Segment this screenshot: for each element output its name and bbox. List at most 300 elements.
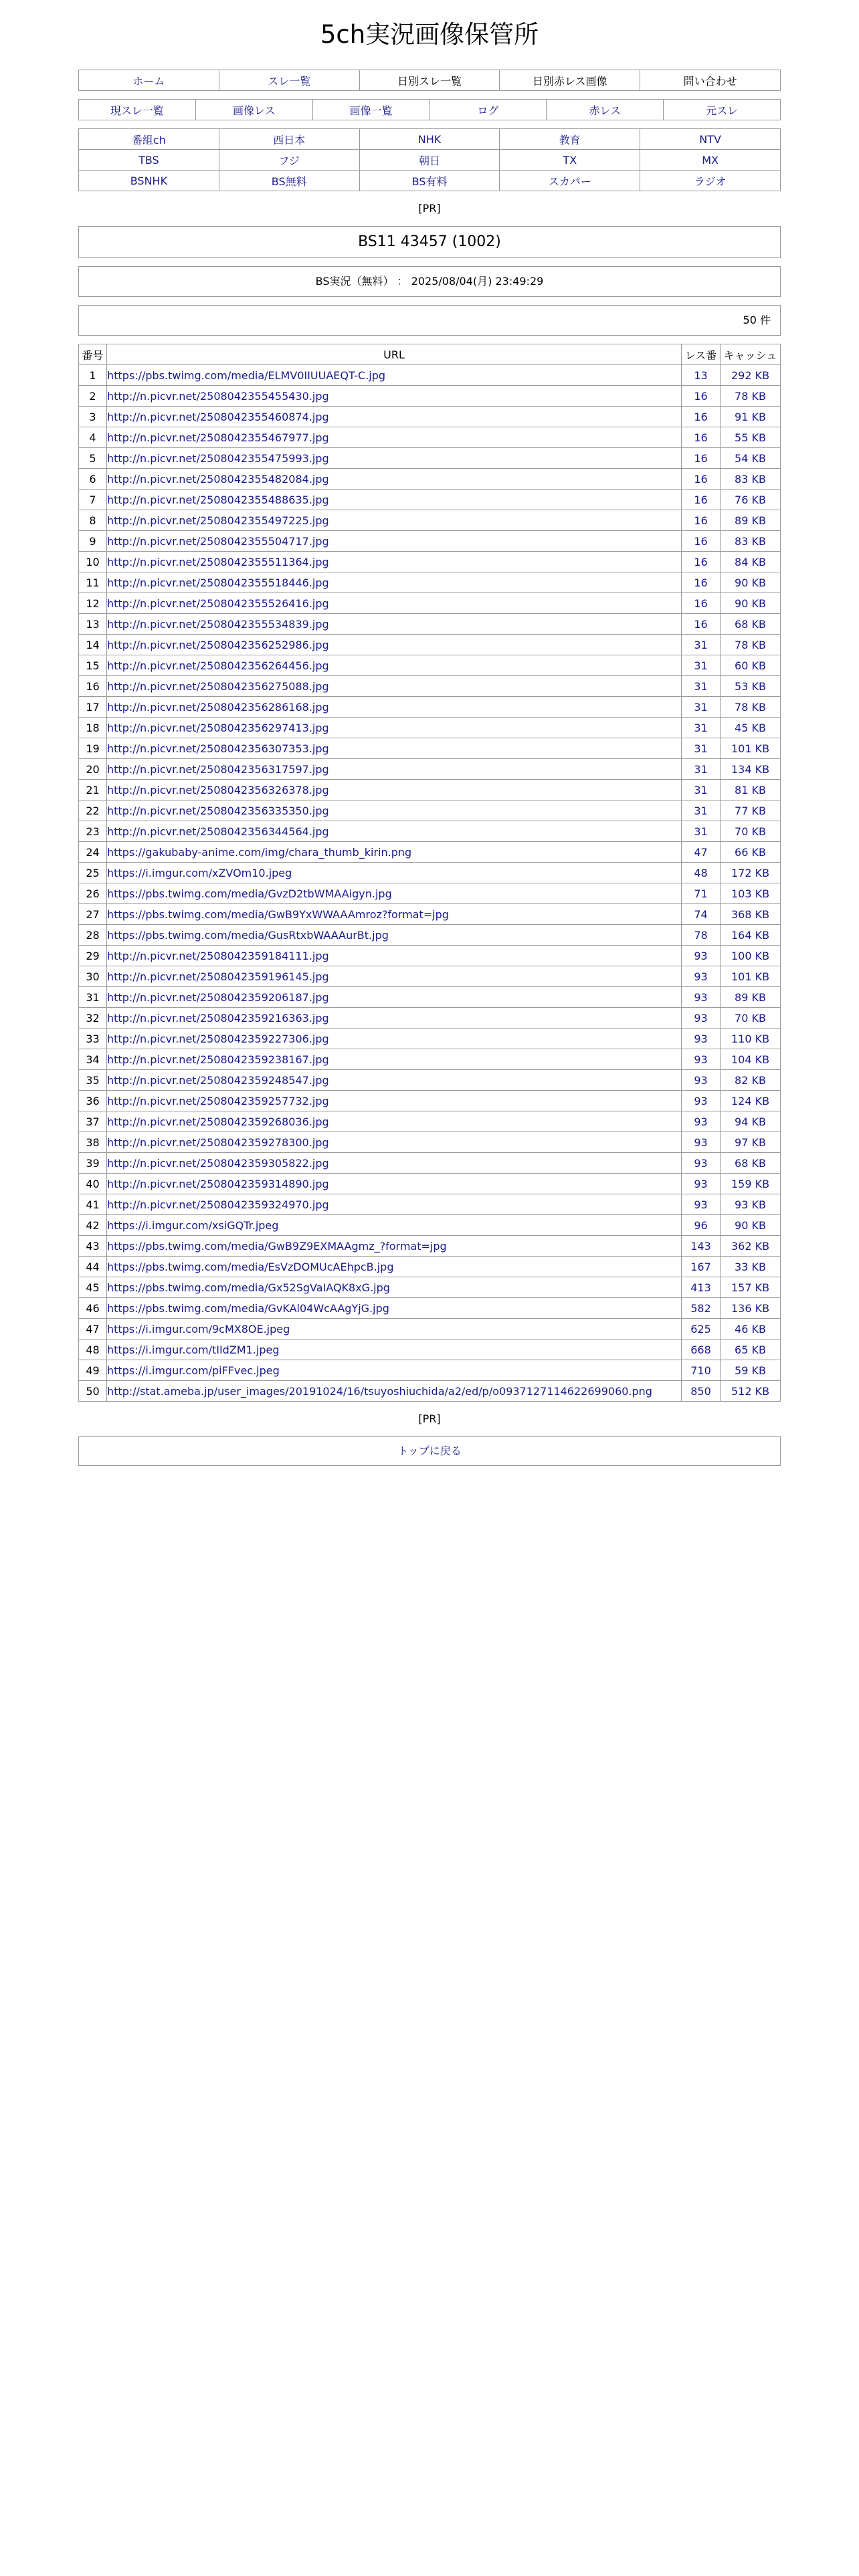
- channel-link[interactable]: 朝日: [418, 154, 440, 167]
- main-nav-cell: [79, 70, 219, 91]
- cache-link[interactable]: 46 KB: [735, 1322, 766, 1335]
- res-number-link[interactable]: 16: [694, 597, 708, 610]
- back-to-top-link[interactable]: トップに戻る: [397, 1444, 462, 1457]
- res-number-link[interactable]: 668: [690, 1343, 711, 1356]
- thread-nav-cell: [430, 100, 547, 120]
- site-title: 5ch実況画像保管所: [320, 20, 539, 49]
- cache-link[interactable]: 292 KB: [731, 368, 770, 382]
- cache-link[interactable]: 66 KB: [735, 845, 766, 859]
- cache-link[interactable]: 91 KB: [735, 410, 766, 423]
- image-url-link[interactable]: http://n.picvr.net/2508042355488635.jpg: [107, 493, 329, 506]
- row-number: 10: [79, 552, 107, 572]
- row-url-cell: [107, 531, 682, 552]
- channel-link[interactable]: 教育: [559, 133, 581, 146]
- image-url-link[interactable]: http://n.picvr.net/2508042355467977.jpg: [107, 431, 329, 444]
- row-number: 20: [79, 759, 107, 780]
- table-row: [79, 614, 781, 635]
- cache-link[interactable]: 368 KB: [731, 907, 770, 921]
- thread-nav-link[interactable]: 現スレ一覧: [110, 104, 164, 117]
- res-number-link[interactable]: 167: [690, 1260, 711, 1273]
- res-number-link[interactable]: 582: [690, 1301, 711, 1315]
- row-url-cell: [107, 1381, 682, 1402]
- row-res-cell: [682, 759, 721, 780]
- cache-link[interactable]: 78 KB: [735, 700, 766, 714]
- row-res-cell: [682, 1091, 721, 1111]
- cache-link[interactable]: 101 KB: [731, 742, 770, 755]
- res-number-link[interactable]: 16: [694, 410, 708, 423]
- thread-nav-link[interactable]: 元スレ: [706, 104, 739, 117]
- res-number-link[interactable]: 16: [694, 493, 708, 506]
- cache-link[interactable]: 101 KB: [731, 970, 770, 983]
- row-url-cell: [107, 490, 682, 510]
- res-number-link[interactable]: 93: [694, 1053, 708, 1066]
- res-number-link[interactable]: 93: [694, 1156, 708, 1170]
- cache-link[interactable]: 76 KB: [735, 493, 766, 506]
- thread-meta: BS実況（無料） ： 2025/08/04(月) 23:49:29: [78, 266, 781, 297]
- image-url-link[interactable]: https://pbs.twimg.com/media/GwB9YxWWAAAmroz?format=jpg: [107, 907, 449, 921]
- res-number-link[interactable]: 31: [694, 762, 708, 776]
- cache-link[interactable]: 77 KB: [735, 804, 766, 817]
- image-url-link[interactable]: https://i.imgur.com/tIIdZM1.jpeg: [107, 1343, 280, 1356]
- res-number-link[interactable]: 31: [694, 638, 708, 651]
- main-nav-link[interactable]: スレ一覧: [268, 74, 311, 88]
- image-url-link[interactable]: http://n.picvr.net/2508042359278300.jpg: [107, 1136, 329, 1149]
- result-count: 50 件: [78, 305, 781, 336]
- res-number-link[interactable]: 31: [694, 700, 708, 714]
- res-number-link[interactable]: 16: [694, 576, 708, 589]
- row-cache-cell: [721, 1132, 781, 1153]
- res-number-link[interactable]: 31: [694, 783, 708, 796]
- row-cache-cell: [721, 738, 781, 759]
- res-number-link[interactable]: 16: [694, 555, 708, 568]
- res-number-link[interactable]: 93: [694, 1011, 708, 1025]
- cache-link[interactable]: 84 KB: [735, 555, 766, 568]
- image-url-link[interactable]: http://n.picvr.net/2508042355482084.jpg: [107, 472, 329, 486]
- thread-nav-link[interactable]: 赤レス: [589, 104, 621, 117]
- res-number-link[interactable]: 93: [694, 1094, 708, 1107]
- cache-link[interactable]: 54 KB: [735, 451, 766, 465]
- cache-link[interactable]: 68 KB: [735, 1156, 766, 1170]
- res-number-link[interactable]: 143: [690, 1239, 711, 1253]
- row-res-cell: [682, 655, 721, 676]
- channel-link[interactable]: ラジオ: [694, 175, 727, 188]
- channel-cell: [219, 150, 359, 171]
- table-row: [79, 883, 781, 904]
- row-cache-cell: [721, 614, 781, 635]
- res-number-link[interactable]: 93: [694, 949, 708, 962]
- pr-label-top: [PR]: [418, 202, 441, 215]
- cache-link[interactable]: 83 KB: [735, 472, 766, 486]
- image-url-link[interactable]: http://n.picvr.net/2508042356297413.jpg: [107, 721, 329, 734]
- row-number: 23: [79, 821, 107, 842]
- res-number-link[interactable]: 16: [694, 389, 708, 403]
- row-res-cell: [682, 1194, 721, 1215]
- res-number-link[interactable]: 93: [694, 990, 708, 1004]
- image-url-link[interactable]: http://n.picvr.net/2508042355534839.jpg: [107, 617, 329, 631]
- row-url-cell: [107, 365, 682, 386]
- row-cache-cell: [721, 1339, 781, 1360]
- cache-link[interactable]: 89 KB: [735, 990, 766, 1004]
- table-row: [79, 966, 781, 987]
- table-row: [79, 593, 781, 614]
- image-url-link[interactable]: https://i.imgur.com/9cMX8OE.jpeg: [107, 1322, 290, 1335]
- cache-link[interactable]: 90 KB: [735, 597, 766, 610]
- image-url-link[interactable]: http://n.picvr.net/2508042355504717.jpg: [107, 534, 329, 548]
- cache-link[interactable]: 157 KB: [731, 1281, 770, 1294]
- image-url-link[interactable]: http://n.picvr.net/2508042356317597.jpg: [107, 762, 329, 776]
- row-number: 14: [79, 635, 107, 655]
- back-to-top-box: [78, 1436, 781, 1466]
- main-nav: [78, 70, 781, 91]
- image-url-link[interactable]: http://n.picvr.net/2508042359305822.jpg: [107, 1156, 329, 1170]
- cache-link[interactable]: 68 KB: [735, 617, 766, 631]
- channel-link[interactable]: NTV: [699, 132, 721, 146]
- res-number-link[interactable]: 710: [690, 1364, 711, 1377]
- image-url-link[interactable]: http://n.picvr.net/2508042355511364.jpg: [107, 555, 329, 568]
- row-url-cell: [107, 1111, 682, 1132]
- image-url-link[interactable]: https://pbs.twimg.com/media/EsVzDOMUcAEhpcB.jpg: [107, 1260, 394, 1273]
- res-number-link[interactable]: 31: [694, 742, 708, 755]
- table-row: [79, 1319, 781, 1339]
- channel-link[interactable]: スカパー: [548, 175, 591, 188]
- res-number-link[interactable]: 93: [694, 1177, 708, 1190]
- row-url-cell: [107, 635, 682, 655]
- row-cache-cell: [721, 1029, 781, 1049]
- cache-link[interactable]: 82 KB: [735, 1073, 766, 1087]
- res-number-link[interactable]: 93: [694, 1115, 708, 1128]
- row-cache-cell: [721, 780, 781, 800]
- row-url-cell: [107, 987, 682, 1008]
- thread-nav-link[interactable]: 画像レス: [232, 104, 276, 117]
- image-url-link[interactable]: http://n.picvr.net/2508042356286168.jpg: [107, 700, 329, 714]
- channel-link[interactable]: NHK: [417, 132, 442, 146]
- image-url-link[interactable]: http://n.picvr.net/2508042355497225.jpg: [107, 514, 329, 527]
- image-url-link[interactable]: http://n.picvr.net/2508042359314890.jpg: [107, 1177, 329, 1190]
- channel-link[interactable]: 西日本: [273, 133, 306, 146]
- image-url-link[interactable]: http://n.picvr.net/2508042356252986.jpg: [107, 638, 329, 651]
- row-url-cell: [107, 1298, 682, 1319]
- thread-title: BS11 43457 (1002): [78, 226, 781, 258]
- thread-nav-cell: [547, 100, 664, 120]
- channel-cell: [79, 129, 219, 150]
- res-number-link[interactable]: 16: [694, 514, 708, 527]
- cache-link[interactable]: 134 KB: [731, 762, 770, 776]
- channel-cell: [640, 171, 781, 191]
- cache-link[interactable]: 90 KB: [735, 1218, 766, 1232]
- row-number: 38: [79, 1132, 107, 1153]
- row-number: 47: [79, 1319, 107, 1339]
- image-url-link[interactable]: http://n.picvr.net/2508042356335350.jpg: [107, 804, 329, 817]
- cache-link[interactable]: 110 KB: [731, 1032, 770, 1045]
- row-res-cell: [682, 842, 721, 863]
- cache-link[interactable]: 89 KB: [735, 514, 766, 527]
- row-cache-cell: [721, 510, 781, 531]
- row-cache-cell: [721, 676, 781, 697]
- channel-link[interactable]: フジ: [278, 154, 300, 167]
- row-res-cell: [682, 1174, 721, 1194]
- row-number: 12: [79, 593, 107, 614]
- res-number-link[interactable]: 93: [694, 1136, 708, 1149]
- res-number-link[interactable]: 13: [694, 368, 708, 382]
- row-res-cell: [682, 780, 721, 800]
- cache-link[interactable]: 53 KB: [735, 679, 766, 693]
- cache-link[interactable]: 159 KB: [731, 1177, 770, 1190]
- table-row: [79, 1008, 781, 1029]
- res-number-link[interactable]: 93: [694, 1198, 708, 1211]
- image-url-link[interactable]: http://n.picvr.net/2508042355455430.jpg: [107, 389, 329, 403]
- row-number: 22: [79, 800, 107, 821]
- res-number-link[interactable]: 16: [694, 451, 708, 465]
- row-number: 37: [79, 1111, 107, 1132]
- res-number-link[interactable]: 31: [694, 825, 708, 838]
- res-number-link[interactable]: 74: [694, 907, 708, 921]
- res-number-link[interactable]: 96: [694, 1218, 708, 1232]
- cache-link[interactable]: 362 KB: [731, 1239, 770, 1253]
- channel-row: [79, 171, 781, 191]
- row-url-cell: [107, 469, 682, 490]
- channel-row: [79, 150, 781, 171]
- image-url-link[interactable]: https://pbs.twimg.com/media/ELMV0IIUUAEQT-C.jpg: [107, 368, 386, 382]
- channel-link[interactable]: TX: [563, 153, 577, 167]
- table-row: [79, 759, 781, 780]
- table-row: [79, 925, 781, 946]
- res-number-link[interactable]: 31: [694, 721, 708, 734]
- cache-link[interactable]: 78 KB: [735, 638, 766, 651]
- row-cache-cell: [721, 1360, 781, 1381]
- table-row: [79, 987, 781, 1008]
- row-res-cell: [682, 593, 721, 614]
- cache-link[interactable]: 90 KB: [735, 576, 766, 589]
- image-url-link[interactable]: http://n.picvr.net/2508042356307353.jpg: [107, 742, 329, 755]
- row-number: 29: [79, 946, 107, 966]
- row-res-cell: [682, 427, 721, 448]
- image-url-link[interactable]: http://n.picvr.net/2508042359216363.jpg: [107, 1011, 329, 1025]
- image-url-link[interactable]: https://pbs.twimg.com/media/GwB9Z9EXMAAgmz_?format=jpg: [107, 1239, 447, 1253]
- image-url-link[interactable]: http://n.picvr.net/2508042356264456.jpg: [107, 659, 329, 672]
- channel-link[interactable]: BS無料: [271, 175, 307, 188]
- cache-link[interactable]: 55 KB: [735, 431, 766, 444]
- table-row: [79, 655, 781, 676]
- row-url-cell: [107, 904, 682, 925]
- row-number: 46: [79, 1298, 107, 1319]
- table-row: [79, 448, 781, 469]
- image-url-link[interactable]: http://n.picvr.net/2508042359248547.jpg: [107, 1073, 329, 1087]
- res-number-link[interactable]: 625: [690, 1322, 711, 1335]
- image-url-link[interactable]: http://n.picvr.net/2508042359206187.jpg: [107, 990, 329, 1004]
- row-number: 30: [79, 966, 107, 987]
- main-nav-cell: [219, 70, 359, 91]
- image-url-link[interactable]: http://n.picvr.net/2508042355475993.jpg: [107, 451, 329, 465]
- row-res-cell: [682, 1070, 721, 1091]
- cache-link[interactable]: 93 KB: [735, 1198, 766, 1211]
- cache-link[interactable]: 33 KB: [735, 1260, 766, 1273]
- row-res-cell: [682, 904, 721, 925]
- row-url-cell: [107, 427, 682, 448]
- cache-link[interactable]: 97 KB: [735, 1136, 766, 1149]
- image-url-link[interactable]: http://n.picvr.net/2508042355460874.jpg: [107, 410, 329, 423]
- table-row: [79, 469, 781, 490]
- channel-link[interactable]: BSNHK: [130, 174, 168, 187]
- image-url-link[interactable]: http://n.picvr.net/2508042359238167.jpg: [107, 1053, 329, 1066]
- cache-link[interactable]: 81 KB: [735, 783, 766, 796]
- row-number: 45: [79, 1277, 107, 1298]
- table-row: [79, 738, 781, 759]
- row-cache-cell: [721, 490, 781, 510]
- image-url-link[interactable]: http://n.picvr.net/2508042356344564.jpg: [107, 825, 329, 838]
- main-nav-current: 問い合わせ: [640, 70, 781, 91]
- main-nav-link[interactable]: ホーム: [132, 74, 165, 88]
- res-number-link[interactable]: 93: [694, 1032, 708, 1045]
- row-res-cell: [682, 552, 721, 572]
- res-number-link[interactable]: 16: [694, 431, 708, 444]
- image-url-link[interactable]: http://n.picvr.net/2508042356326378.jpg: [107, 783, 329, 796]
- channel-cell: [359, 129, 500, 150]
- image-url-link[interactable]: http://n.picvr.net/2508042359184111.jpg: [107, 949, 329, 962]
- table-row: [79, 697, 781, 718]
- row-res-cell: [682, 966, 721, 987]
- table-row: [79, 842, 781, 863]
- row-res-cell: [682, 614, 721, 635]
- res-number-link[interactable]: 71: [694, 887, 708, 900]
- res-number-link[interactable]: 48: [694, 866, 708, 879]
- cache-link[interactable]: 103 KB: [731, 887, 770, 900]
- cache-link[interactable]: 124 KB: [731, 1094, 770, 1107]
- table-row: [79, 1070, 781, 1091]
- cache-link[interactable]: 94 KB: [735, 1115, 766, 1128]
- image-url-link[interactable]: http://n.picvr.net/2508042359257732.jpg: [107, 1094, 329, 1107]
- row-res-cell: [682, 738, 721, 759]
- row-url-cell: [107, 448, 682, 469]
- image-url-link[interactable]: https://i.imgur.com/xsiGQTr.jpeg: [107, 1218, 279, 1232]
- cache-link[interactable]: 104 KB: [731, 1053, 770, 1066]
- row-url-cell: [107, 1194, 682, 1215]
- row-url-cell: [107, 946, 682, 966]
- cache-link[interactable]: 100 KB: [731, 949, 770, 962]
- image-url-link[interactable]: https://pbs.twimg.com/media/GvKAl04WcAAgYjG.jpg: [107, 1301, 389, 1315]
- cache-link[interactable]: 45 KB: [735, 721, 766, 734]
- row-url-cell: [107, 386, 682, 407]
- row-res-cell: [682, 821, 721, 842]
- row-res-cell: [682, 448, 721, 469]
- image-table: [78, 344, 781, 1402]
- cache-link[interactable]: 60 KB: [735, 659, 766, 672]
- row-url-cell: [107, 593, 682, 614]
- row-cache-cell: [721, 987, 781, 1008]
- image-url-link[interactable]: http://n.picvr.net/2508042355526416.jpg: [107, 597, 329, 610]
- res-number-link[interactable]: 93: [694, 970, 708, 983]
- image-url-link[interactable]: https://i.imgur.com/xZVOm10.jpeg: [107, 866, 292, 879]
- row-cache-cell: [721, 1070, 781, 1091]
- row-res-cell: [682, 1111, 721, 1132]
- res-number-link[interactable]: 31: [694, 804, 708, 817]
- image-url-link[interactable]: https://pbs.twimg.com/media/Gx52SgVaIAQK8xG.jpg: [107, 1281, 390, 1294]
- row-cache-cell: [721, 1319, 781, 1339]
- image-url-link[interactable]: http://n.picvr.net/2508042355518446.jpg: [107, 576, 329, 589]
- image-url-link[interactable]: http://n.picvr.net/2508042359324970.jpg: [107, 1198, 329, 1211]
- table-row: [79, 531, 781, 552]
- image-url-link[interactable]: http://stat.ameba.jp/user_images/20191024/16/tsuyoshiuchida/a2/ed/p/o0937127114622699060.png: [107, 1384, 652, 1398]
- thread-nav-link[interactable]: 画像一覧: [349, 104, 393, 117]
- cache-link[interactable]: 70 KB: [735, 1011, 766, 1025]
- cache-link[interactable]: 70 KB: [735, 825, 766, 838]
- main-nav-current: 日別スレ一覧: [359, 70, 500, 91]
- image-url-link[interactable]: https://i.imgur.com/piFFvec.jpeg: [107, 1364, 280, 1377]
- table-row: [79, 1132, 781, 1153]
- res-number-link[interactable]: 47: [694, 845, 708, 859]
- cache-link[interactable]: 59 KB: [735, 1364, 766, 1377]
- image-url-link[interactable]: http://n.picvr.net/2508042356275088.jpg: [107, 679, 329, 693]
- image-url-link[interactable]: http://n.picvr.net/2508042359268036.jpg: [107, 1115, 329, 1128]
- table-row: [79, 1381, 781, 1402]
- row-number: 49: [79, 1360, 107, 1381]
- row-res-cell: [682, 407, 721, 427]
- cache-link[interactable]: 512 KB: [731, 1384, 770, 1398]
- channel-link[interactable]: 番組ch: [131, 133, 166, 146]
- row-number: 11: [79, 572, 107, 593]
- res-number-link[interactable]: 16: [694, 617, 708, 631]
- res-number-link[interactable]: 31: [694, 659, 708, 672]
- cache-link[interactable]: 83 KB: [735, 534, 766, 548]
- image-url-link[interactable]: https://pbs.twimg.com/media/GusRtxbWAAAurBt.jpg: [107, 928, 389, 942]
- res-number-link[interactable]: 31: [694, 679, 708, 693]
- channel-link[interactable]: MX: [702, 153, 719, 167]
- row-res-cell: [682, 863, 721, 883]
- image-url-link[interactable]: http://n.picvr.net/2508042359227306.jpg: [107, 1032, 329, 1045]
- header-url: URL: [107, 344, 682, 365]
- row-cache-cell: [721, 552, 781, 572]
- res-number-link[interactable]: 16: [694, 472, 708, 486]
- cache-link[interactable]: 136 KB: [731, 1301, 770, 1315]
- thread-nav-cell: [195, 100, 312, 120]
- row-url-cell: [107, 780, 682, 800]
- cache-link[interactable]: 164 KB: [731, 928, 770, 942]
- row-res-cell: [682, 1339, 721, 1360]
- channel-link[interactable]: TBS: [138, 153, 159, 167]
- cache-link[interactable]: 172 KB: [731, 866, 770, 879]
- table-row: [79, 821, 781, 842]
- res-number-link[interactable]: 850: [690, 1384, 711, 1398]
- row-res-cell: [682, 386, 721, 407]
- row-res-cell: [682, 572, 721, 593]
- image-url-link[interactable]: https://gakubaby-anime.com/img/chara_thumb_kirin.png: [107, 845, 412, 859]
- res-number-link[interactable]: 93: [694, 1073, 708, 1087]
- row-number: 25: [79, 863, 107, 883]
- row-number: 5: [79, 448, 107, 469]
- row-res-cell: [682, 1257, 721, 1277]
- channel-link[interactable]: BS有料: [411, 175, 448, 188]
- table-row: [79, 635, 781, 655]
- row-url-cell: [107, 1257, 682, 1277]
- row-res-cell: [682, 1236, 721, 1257]
- cache-link[interactable]: 78 KB: [735, 389, 766, 403]
- row-number: 8: [79, 510, 107, 531]
- table-row: [79, 1277, 781, 1298]
- main-nav-current: 日別赤レス画像: [500, 70, 640, 91]
- row-res-cell: [682, 635, 721, 655]
- header-cache: キャッシュ: [721, 344, 781, 365]
- row-url-cell: [107, 1277, 682, 1298]
- cache-link[interactable]: 65 KB: [735, 1343, 766, 1356]
- row-number: 7: [79, 490, 107, 510]
- res-number-link[interactable]: 413: [690, 1281, 711, 1294]
- image-url-link[interactable]: http://n.picvr.net/2508042359196145.jpg: [107, 970, 329, 983]
- res-number-link[interactable]: 78: [694, 928, 708, 942]
- res-number-link[interactable]: 16: [694, 534, 708, 548]
- image-url-link[interactable]: https://pbs.twimg.com/media/GvzD2tbWMAAigyn.jpg: [107, 887, 392, 900]
- thread-nav-link[interactable]: ログ: [477, 104, 499, 117]
- row-cache-cell: [721, 821, 781, 842]
- row-number: 40: [79, 1174, 107, 1194]
